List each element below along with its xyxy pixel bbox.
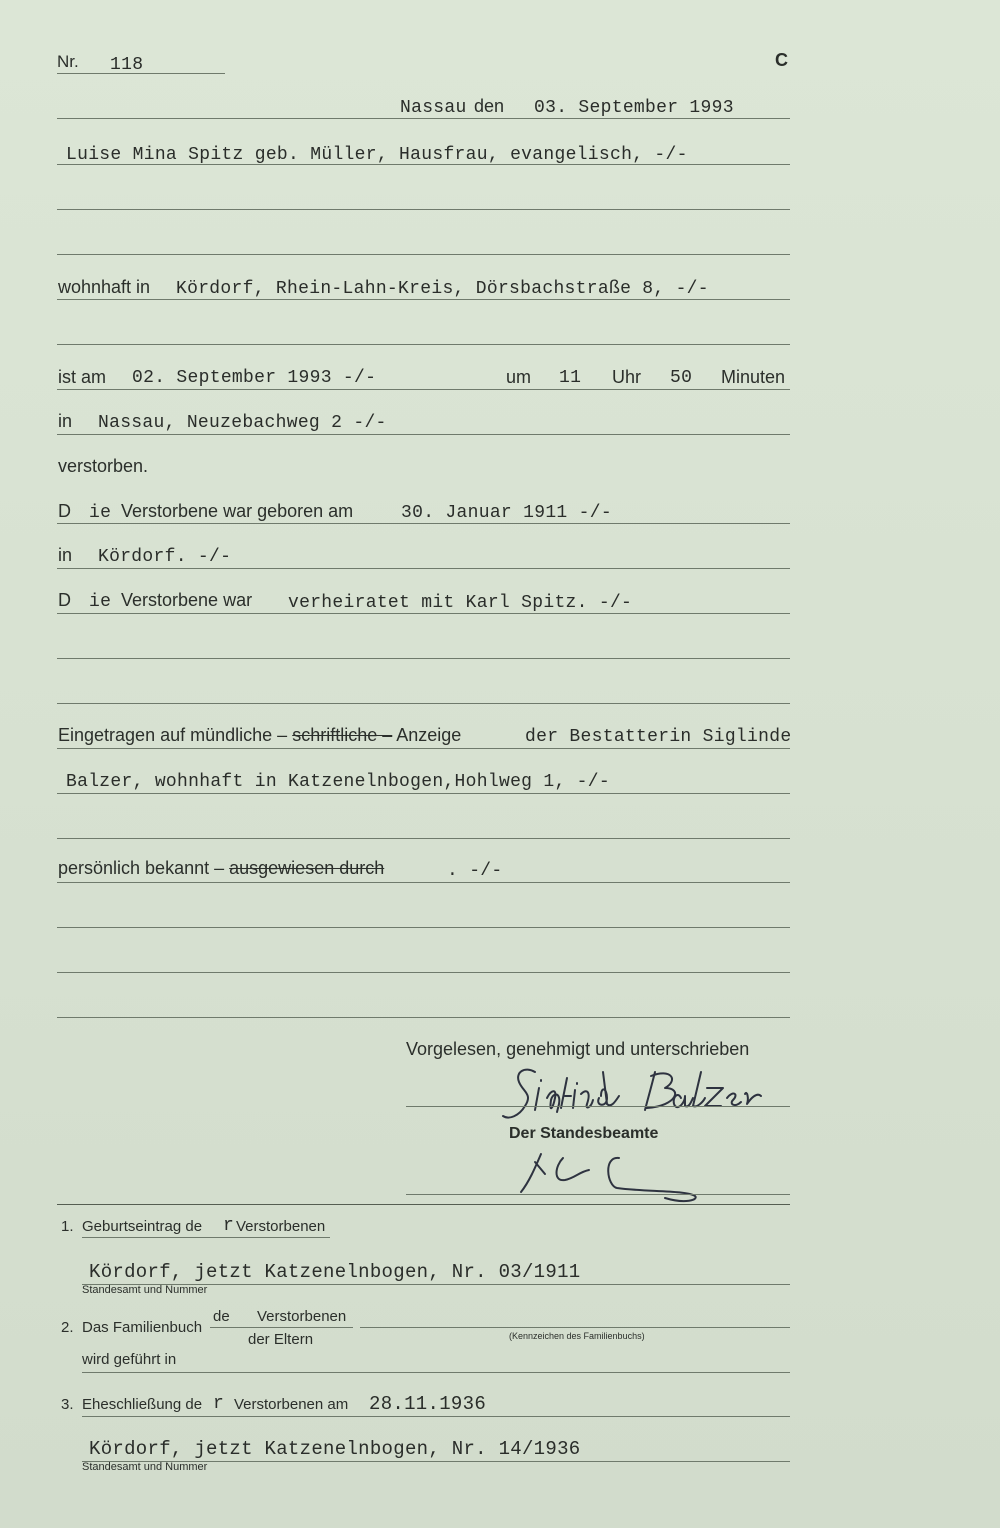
registration-rule-2 [57,793,790,794]
death-place-rule [57,434,790,435]
header-rule [57,118,790,119]
header-date: 03. September 1993 [534,98,734,118]
birth-date-rule [57,523,790,524]
death-place: Nassau, Neuzebachweg 2 -/- [98,413,387,433]
note1-label-rule [82,1237,330,1238]
registration-label-a: Eingetragen auf mündliche – [58,725,288,745]
identity-value: . -/- [447,861,503,881]
note3-label: Eheschließung de [82,1396,203,1413]
official-label: Der Standesbeamte [509,1125,659,1142]
note1-label: Geburtseintrag de [82,1218,203,1235]
notes-divider [57,1204,790,1205]
registration-label-strike: schriftliche – [292,725,393,745]
uhr-label: Uhr [612,367,642,387]
person-rule-2 [57,209,790,210]
note3-caption: Standesamt und Nummer [82,1461,208,1473]
registration-label-b: Anzeige [396,725,462,745]
note3-date: 28.11.1936 [369,1393,487,1415]
registration-rule-3 [57,838,790,839]
person-line: Luise Mina Spitz geb. Müller, Hausfrau, evangelisch, -/- [66,145,688,165]
registration-value-1: der Bestatterin Siglinde [525,727,792,747]
identity-label-a: persönlich bekannt – [58,858,225,878]
death-date: 02. September 1993 -/- [132,368,377,388]
note2-label: Das Familienbuch [82,1319,203,1336]
note1-label2: Verstorbenen [236,1218,326,1235]
birth-prefix: ie [89,503,112,523]
nr-label: Nr. [57,52,79,71]
marital-d-label: D [58,590,71,610]
death-in-label: in [58,411,73,431]
den-label: den [474,96,505,116]
note2-verstorbenen: Verstorbenen [257,1308,347,1325]
official-signature-rule [406,1194,790,1195]
identity-rule-2 [57,927,790,928]
minuten-label: Minuten [721,367,786,387]
residence-rule-1 [57,299,790,300]
marital-label: Verstorbene war [121,590,253,610]
note3-suffix: r [213,1394,225,1414]
residence-value: Kördorf, Rhein-Lahn-Kreis, Dörsbachstraße 8, -/- [176,279,709,299]
identity-rule-1 [57,882,790,883]
identity-rule-3 [57,972,790,973]
marital-rule-1 [57,613,790,614]
birth-place: Kördorf. -/- [98,547,232,567]
birth-label: Verstorbene war geboren am [121,501,354,521]
registration-rule-1 [57,748,790,749]
um-label: um [506,367,532,387]
ist-am-label: ist am [58,367,107,387]
note2-book-rule [360,1327,790,1328]
note3-label2: Verstorbenen am [234,1396,349,1413]
birth-in-label: in [58,545,73,565]
residence-rule-2 [57,344,790,345]
verstorben-label: verstorben. [58,456,149,476]
person-rule-3 [57,254,790,255]
form-letter: C [775,50,788,70]
note2-fraction-rule [210,1327,353,1328]
registration-value-2: Balzer, wohnhaft in Katzenelnbogen,Hohlweg 1, -/- [66,772,610,792]
birth-d-label: D [58,501,71,521]
identity-rule-4 [57,1017,790,1018]
note3-value: Kördorf, jetzt Katzenelnbogen, Nr. 14/1936 [89,1438,581,1460]
note1-caption: Standesamt und Nummer [82,1284,208,1296]
death-hour: 11 [559,368,582,388]
note1-value: Kördorf, jetzt Katzenelnbogen, Nr. 03/1911 [89,1261,581,1283]
marital-rule-2 [57,658,790,659]
note1-suffix: r [223,1216,235,1236]
note2-eltern: der Eltern [248,1331,314,1348]
nr-value: 118 [110,55,144,75]
person-rule-1 [57,164,790,165]
identity-label [58,858,384,878]
birth-date: 30. Januar 1911 -/- [401,503,612,523]
registration-label [58,725,461,745]
identity-label-strike: ausgewiesen durch [229,858,385,878]
death-date-rule [57,389,790,390]
note2-caption: (Kennzeichen des Familienbuchs) [509,1331,645,1341]
informant-signature-rule [406,1106,790,1107]
nr-rule [57,73,225,74]
marital-value: verheiratet mit Karl Spitz. -/- [288,593,633,613]
note1-number: 1. [61,1218,74,1235]
death-minutes: 50 [670,368,693,388]
read-approved-label: Vorgelesen, genehmigt und unterschrieben [406,1039,750,1059]
note2-number: 2. [61,1319,74,1336]
note3-date-rule [82,1416,790,1417]
marital-prefix: ie [89,592,112,612]
birth-place-rule [57,568,790,569]
residence-label: wohnhaft in [58,277,151,297]
note2-wird-label: wird geführt in [82,1351,177,1368]
note2-wird-rule [82,1372,790,1373]
note2-de: de [213,1308,230,1325]
header-place: Nassau [400,98,467,118]
marital-rule-3 [57,703,790,704]
note3-number: 3. [61,1396,74,1413]
